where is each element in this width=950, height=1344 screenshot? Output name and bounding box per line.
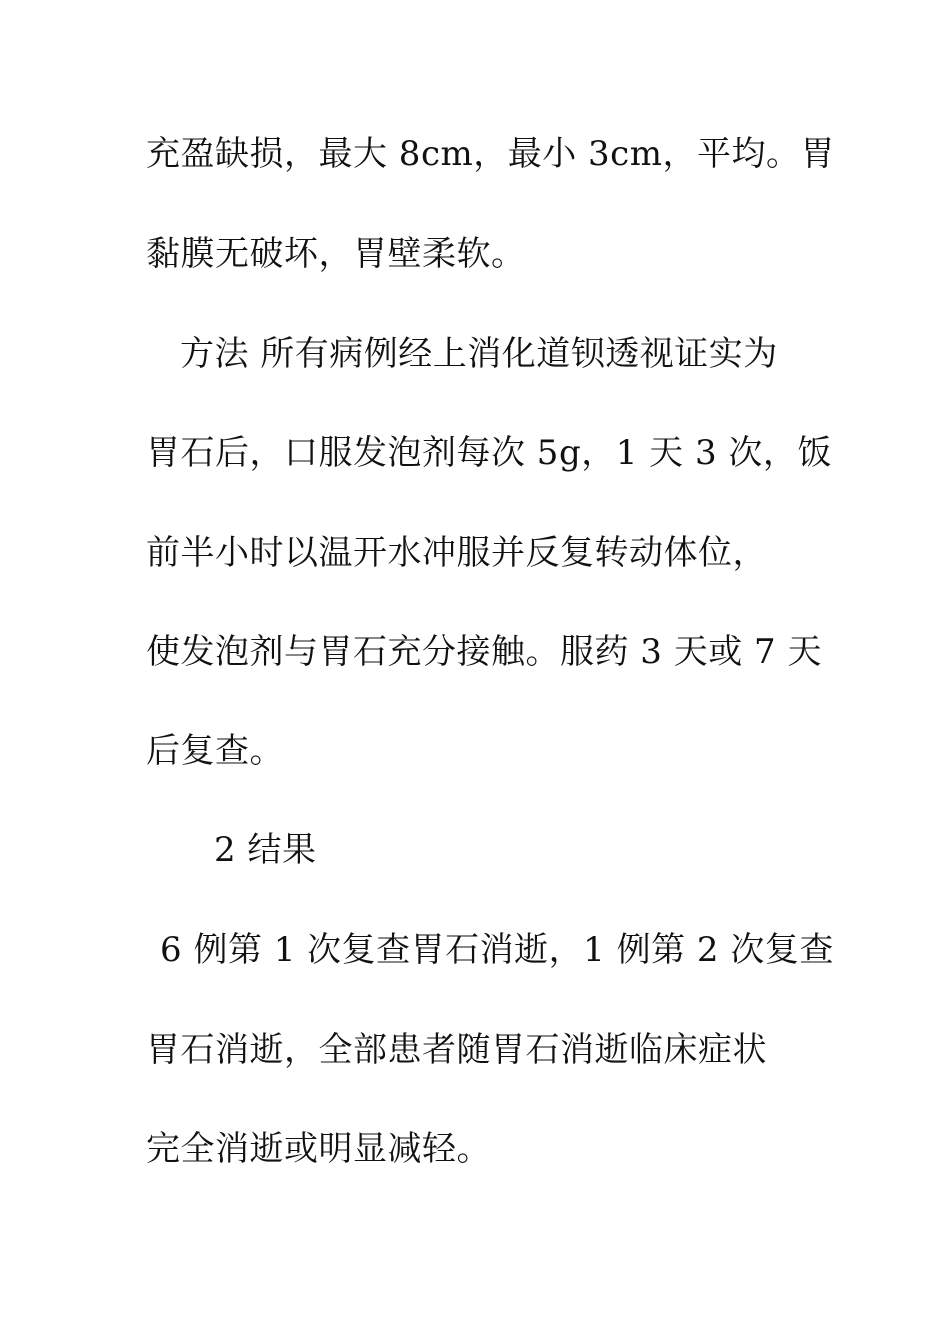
paragraph-2-line-5: 后复查。 <box>146 731 284 771</box>
paragraph-2-line-4: 使发泡剂与胃石充分接触。服药 3 天或 7 天 <box>146 632 822 672</box>
paragraph-2-line-3: 前半小时以温开水冲服并反复转动体位， <box>146 533 767 573</box>
paragraph-3-line-2: 胃石消逝，全部患者随胃石消逝临床症状 <box>146 1030 767 1070</box>
paragraph-1-line-1: 充盈缺损，最大 8cm，最小 3cm，平均。胃 <box>146 134 835 174</box>
paragraph-3-line-1: 6 例第 1 次复查胃石消逝，1 例第 2 次复查 <box>160 930 834 970</box>
paragraph-2-line-1: 方法 所有病例经上消化道钡透视证实为 <box>180 334 778 374</box>
section-heading: 2 结果 <box>214 830 317 870</box>
paragraph-3-line-3: 完全消逝或明显减轻。 <box>146 1129 491 1169</box>
paragraph-2-line-2: 胃石后，口服发泡剂每次 5g，1 天 3 次，饭 <box>146 433 832 473</box>
paragraph-1-line-2: 黏膜无破坏，胃壁柔软。 <box>146 234 526 274</box>
